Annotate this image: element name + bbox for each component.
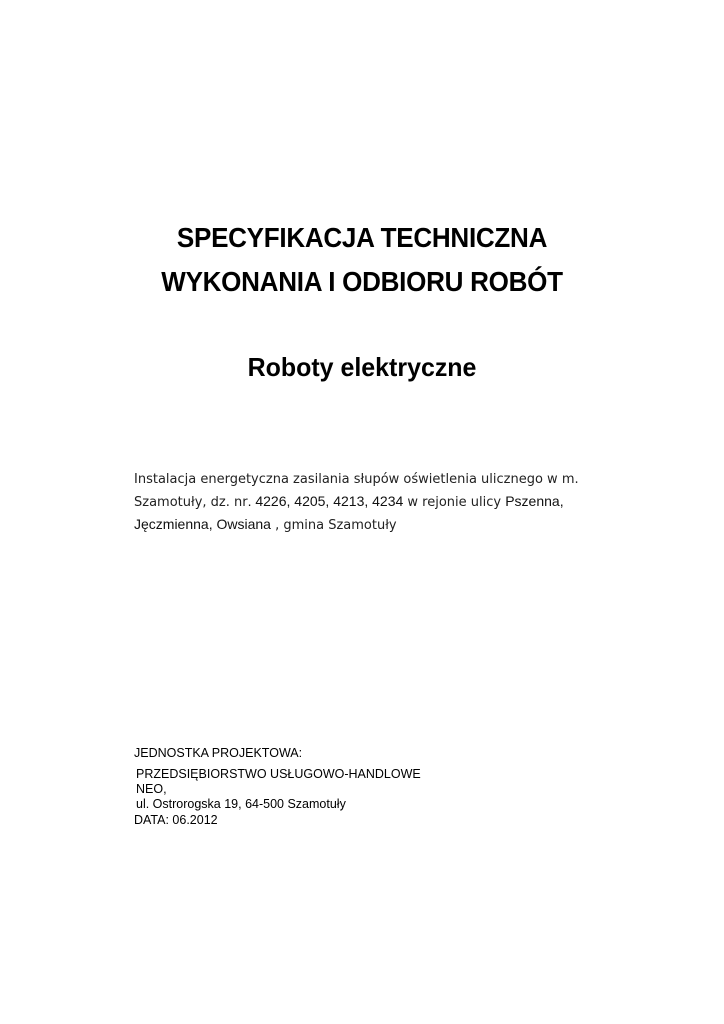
description-line-1 — [134, 470, 579, 487]
street-names: Jęczmienna, Owsiana — [134, 516, 271, 532]
document-title-line-1: SPECYFIKACJA TECHNICZNA — [176, 222, 548, 253]
description-text: w rejonie ulicy — [403, 495, 506, 510]
street-name: Pszenna, — [505, 493, 564, 509]
description-text: Instalacja energetyczna zasilania słupów oświetlenia ulicznego w m. — [134, 472, 579, 487]
parcel-numbers: . 4226, 4205, 4213, 4234 — [247, 493, 404, 509]
document-title-line-2: WYKONANIA I ODBIORU ROBÓT — [161, 266, 563, 297]
document-date: DATA: 06.2012 — [134, 813, 218, 827]
description-line-2 — [134, 493, 564, 510]
company-name-line-1: PRZEDSIĘBIORSTWO USŁUGOWO-HANDLOWE — [136, 767, 421, 781]
design-unit-label: JEDNOSTKA PROJEKTOWA: — [134, 746, 303, 760]
company-address: ul. Ostrorogska 19, 64-500 Szamotuły — [136, 797, 346, 811]
description-line-3 — [134, 516, 397, 533]
document-subtitle: Roboty elektryczne — [247, 352, 477, 382]
company-name-line-2: NEO, — [136, 782, 167, 796]
description-text: , gmina Szamotuły — [270, 518, 397, 533]
description-text: Szamotuły, dz. nr — [134, 495, 248, 510]
